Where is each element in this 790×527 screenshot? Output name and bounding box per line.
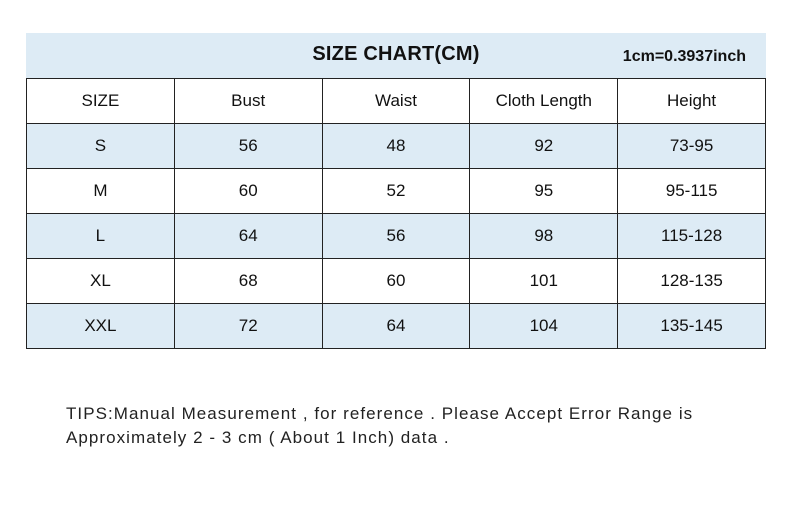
unit-conversion: 1cm=0.3937inch (622, 48, 746, 65)
size-cell: M (27, 169, 175, 214)
height-cell: 135-145 (618, 304, 766, 349)
waist-cell: 56 (322, 214, 470, 259)
bust-cell: 60 (174, 169, 322, 214)
table-header-row (27, 79, 766, 124)
bust-cell: 56 (174, 124, 322, 169)
waist-cell: 48 (322, 124, 470, 169)
bust-cell: 64 (174, 214, 322, 259)
height-cell: 95-115 (618, 169, 766, 214)
size-cell: S (27, 124, 175, 169)
height-cell: 128-135 (618, 259, 766, 304)
size-cell: XXL (27, 304, 175, 349)
size-cell: L (27, 214, 175, 259)
waist-cell: 52 (322, 169, 470, 214)
cloth-length-cell: 98 (470, 214, 618, 259)
height-cell: 73-95 (618, 124, 766, 169)
size-cell: XL (27, 259, 175, 304)
chart-header (26, 33, 766, 78)
cloth-length-cell: 104 (470, 304, 618, 349)
table-row (27, 169, 766, 214)
column-header-bust: Bust (174, 79, 322, 124)
cloth-length-cell: 95 (470, 169, 618, 214)
cloth-length-cell: 101 (470, 259, 618, 304)
table-row (27, 259, 766, 304)
column-header-height: Height (618, 79, 766, 124)
height-cell: 115-128 (618, 214, 766, 259)
size-table (26, 78, 766, 349)
table-row (27, 124, 766, 169)
measurement-tips (66, 402, 766, 450)
chart-title: SIZE CHART(CM) (312, 43, 480, 65)
column-header-waist: Waist (322, 79, 470, 124)
column-header-cloth-length: Cloth Length (470, 79, 618, 124)
bust-cell: 68 (174, 259, 322, 304)
column-header-size: SIZE (27, 79, 175, 124)
waist-cell: 60 (322, 259, 470, 304)
tips-line-2: Approximately 2 - 3 cm ( About 1 Inch) data . (66, 428, 450, 447)
cloth-length-cell: 92 (470, 124, 618, 169)
waist-cell: 64 (322, 304, 470, 349)
bust-cell: 72 (174, 304, 322, 349)
tips-line-1: TIPS:Manual Measurement , for reference . Please Accept Error Range is (66, 404, 694, 423)
table-row (27, 214, 766, 259)
table-row (27, 304, 766, 349)
